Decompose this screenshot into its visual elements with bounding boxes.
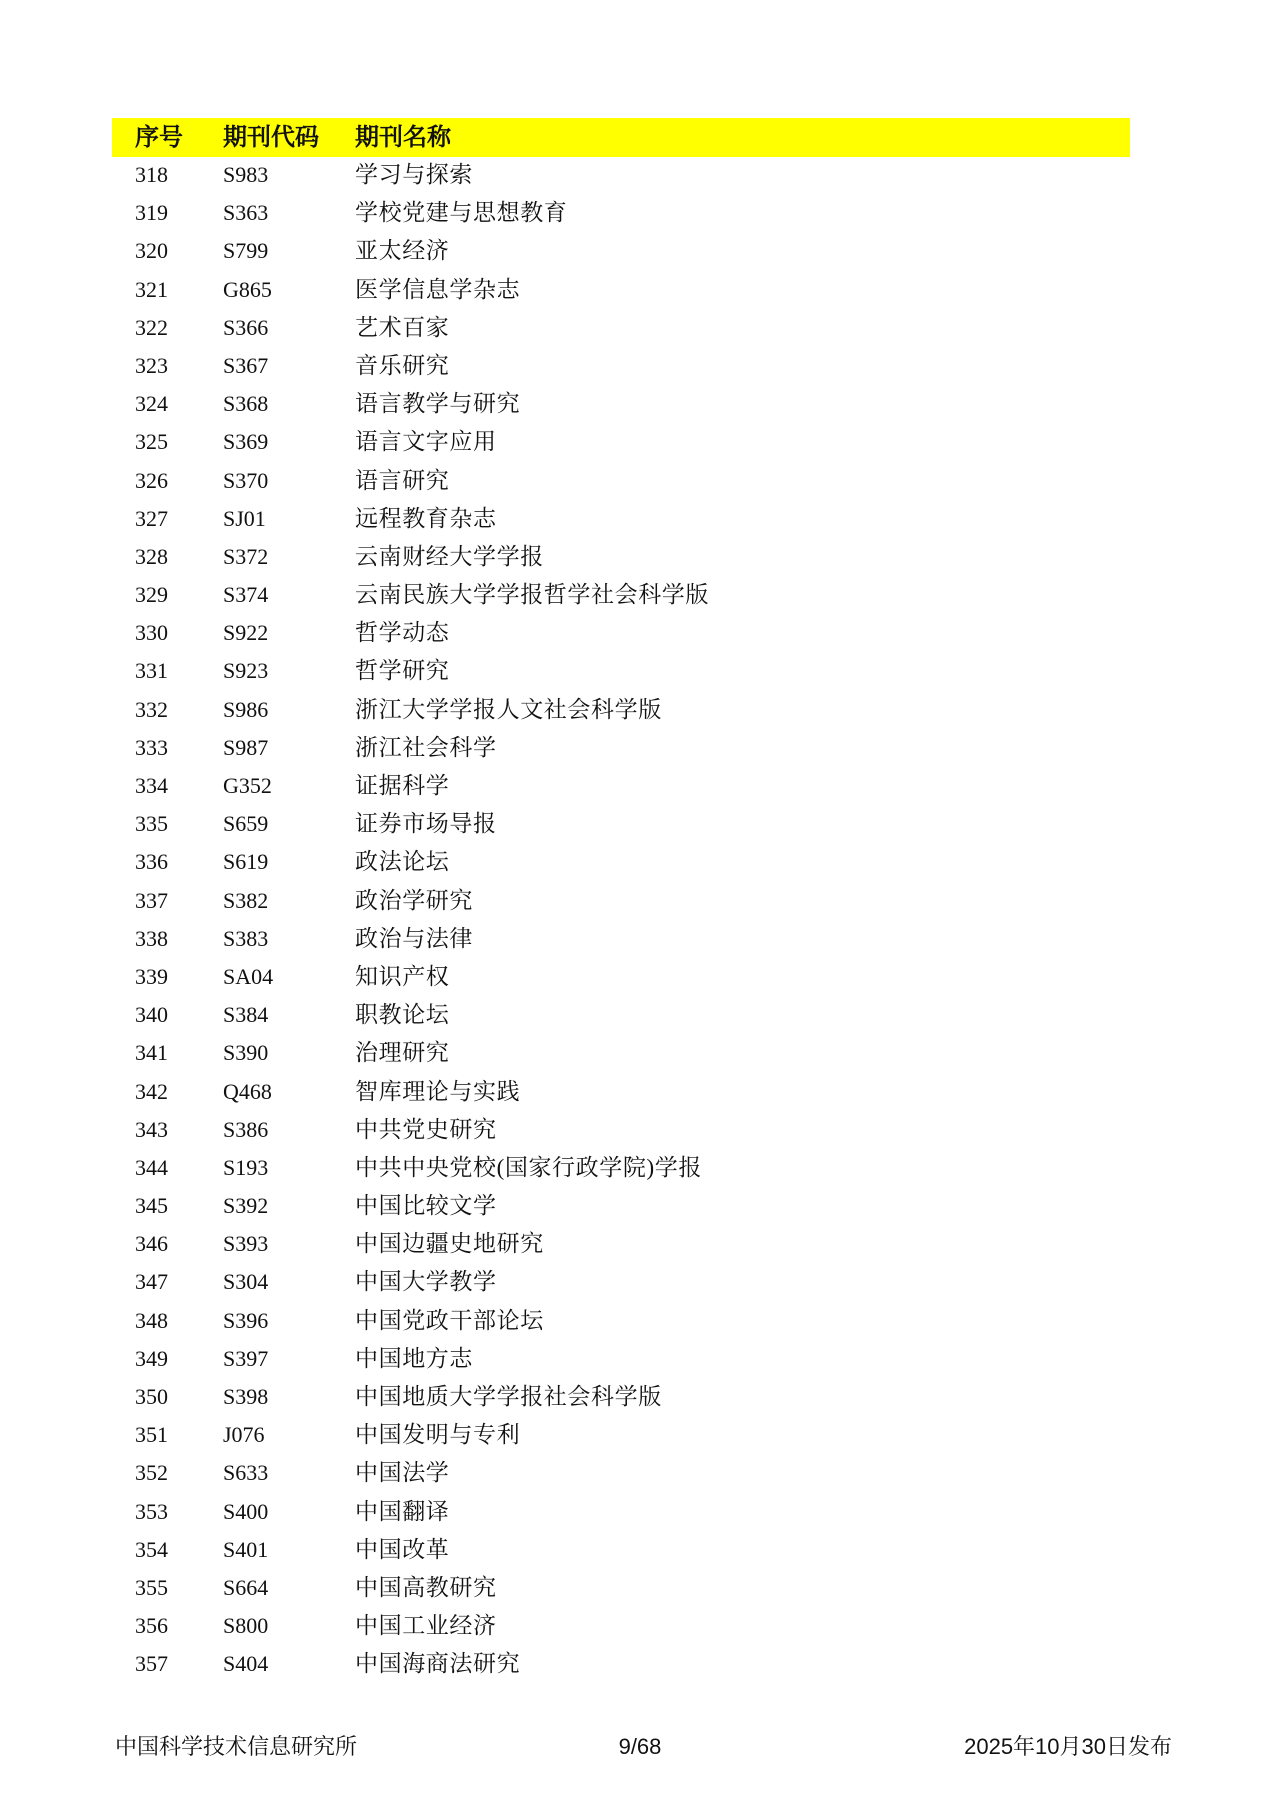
row-journal-name: 音乐研究 (355, 352, 450, 378)
row-journal-code: S367 (223, 352, 269, 378)
row-journal-code: S664 (223, 1574, 269, 1600)
row-journal-name: 远程教育杂志 (355, 505, 497, 531)
row-journal-code: S987 (223, 734, 269, 760)
row-journal-code: S372 (223, 543, 269, 569)
row-journal-code: S400 (223, 1498, 269, 1524)
row-journal-name: 中国海商法研究 (355, 1651, 521, 1677)
row-journal-code: S799 (223, 238, 269, 264)
table-row (0, 691, 1280, 729)
row-journal-name: 中国发明与专利 (355, 1422, 521, 1448)
row-seq: 356 (135, 1613, 168, 1639)
row-journal-code: S398 (223, 1384, 269, 1409)
row-seq: 334 (135, 773, 168, 798)
row-journal-name: 学校党建与思想教育 (355, 200, 568, 226)
row-seq: 330 (135, 620, 168, 646)
table-row (0, 309, 1280, 347)
row-journal-code: S397 (223, 1345, 269, 1371)
row-journal-name: 云南财经大学学报 (355, 543, 544, 569)
table-row (0, 232, 1280, 270)
row-journal-name: 政治与法律 (355, 925, 473, 951)
table-row (0, 1645, 1280, 1683)
row-journal-code: SA04 (223, 963, 274, 989)
page-footer (0, 1733, 1280, 1761)
row-journal-code: S401 (223, 1536, 269, 1562)
footer-publisher: 中国科学技术信息研究所 (115, 1734, 358, 1759)
row-journal-name: 亚太经济 (355, 238, 450, 264)
table-row (0, 1073, 1280, 1111)
row-seq: 343 (135, 1116, 168, 1142)
row-journal-code: S633 (223, 1460, 269, 1486)
row-journal-code: Q468 (223, 1078, 272, 1104)
row-seq: 318 (135, 162, 168, 187)
header-journal-name: 期刊名称 (355, 124, 451, 151)
row-journal-code: G865 (223, 276, 272, 302)
table-row (0, 1378, 1280, 1416)
row-journal-name: 学习与探索 (355, 162, 473, 187)
row-journal-name: 语言文字应用 (355, 429, 497, 455)
table-row (0, 1340, 1280, 1378)
row-journal-name: 浙江大学学报人文社会科学版 (355, 696, 662, 722)
header-seq: 序号 (135, 124, 183, 151)
table-row (0, 1111, 1280, 1149)
table-row (0, 920, 1280, 958)
table-row (0, 156, 1280, 194)
row-journal-name: 中国工业经济 (355, 1613, 497, 1639)
table-row (0, 1302, 1280, 1340)
table-row (0, 729, 1280, 767)
row-journal-code: S390 (223, 1040, 269, 1066)
row-journal-name: 中国高教研究 (355, 1574, 497, 1600)
row-seq: 326 (135, 467, 168, 493)
row-journal-name: 治理研究 (355, 1040, 450, 1066)
row-journal-code: S396 (223, 1307, 269, 1333)
row-seq: 345 (135, 1193, 168, 1219)
row-journal-name: 哲学动态 (355, 620, 450, 646)
row-seq: 325 (135, 429, 168, 455)
row-journal-name: 中国法学 (355, 1460, 450, 1486)
row-seq: 329 (135, 582, 168, 608)
row-journal-name: 证据科学 (355, 773, 450, 798)
table-row (0, 614, 1280, 652)
row-journal-code: S383 (223, 925, 269, 951)
row-seq: 340 (135, 1002, 168, 1028)
row-seq: 322 (135, 314, 168, 340)
row-seq: 354 (135, 1536, 168, 1562)
row-journal-code: S370 (223, 467, 269, 493)
table-row (0, 385, 1280, 423)
row-seq: 349 (135, 1345, 168, 1371)
table-row (0, 1493, 1280, 1531)
row-journal-code: S923 (223, 658, 269, 684)
row-seq: 333 (135, 734, 168, 760)
table-row (0, 1225, 1280, 1263)
row-seq: 327 (135, 505, 168, 531)
table-row (0, 1416, 1280, 1454)
table-row (0, 1263, 1280, 1301)
row-journal-code: SJ01 (223, 505, 266, 531)
row-journal-code: S800 (223, 1613, 269, 1639)
row-journal-code: J076 (223, 1422, 265, 1448)
table-row (0, 652, 1280, 690)
row-seq: 324 (135, 391, 168, 417)
row-journal-name: 医学信息学杂志 (355, 276, 521, 302)
row-journal-name: 中国比较文学 (355, 1193, 497, 1219)
row-journal-code: S374 (223, 582, 269, 608)
row-seq: 344 (135, 1154, 168, 1180)
table-row (0, 996, 1280, 1034)
table-row (0, 1034, 1280, 1072)
row-seq: 332 (135, 696, 168, 722)
row-journal-name: 职教论坛 (355, 1002, 450, 1028)
row-journal-name: 哲学研究 (355, 658, 450, 684)
row-journal-name: 中国大学教学 (355, 1269, 497, 1295)
row-journal-code: S619 (223, 849, 269, 875)
row-journal-code: G352 (223, 773, 272, 798)
row-seq: 331 (135, 658, 168, 684)
row-journal-name: 云南民族大学学报哲学社会科学版 (355, 582, 709, 608)
table-row (0, 194, 1280, 232)
row-journal-name: 智库理论与实践 (355, 1078, 521, 1104)
row-journal-name: 证券市场导报 (355, 811, 497, 837)
table-row (0, 1607, 1280, 1645)
row-journal-code: S368 (223, 391, 269, 417)
row-journal-code: S659 (223, 811, 269, 837)
row-seq: 339 (135, 963, 168, 989)
footer-publish-date: 2025年10月30日发布 (964, 1734, 1172, 1759)
row-journal-code: S404 (223, 1651, 269, 1677)
row-journal-code: S386 (223, 1116, 269, 1142)
row-journal-name: 中国改革 (355, 1536, 450, 1562)
row-journal-name: 中国地质大学学报社会科学版 (355, 1384, 662, 1409)
row-journal-name: 中国党政干部论坛 (355, 1307, 544, 1333)
row-journal-code: S986 (223, 696, 269, 722)
row-journal-name: 中国地方志 (355, 1345, 473, 1371)
row-seq: 355 (135, 1574, 168, 1600)
row-seq: 337 (135, 887, 168, 913)
row-seq: 357 (135, 1651, 168, 1677)
row-journal-name: 知识产权 (355, 963, 450, 989)
row-journal-code: S193 (223, 1154, 269, 1180)
table-header-row (112, 118, 1130, 157)
row-seq: 341 (135, 1040, 168, 1066)
table-row (0, 538, 1280, 576)
table-row (0, 882, 1280, 920)
row-journal-name: 中共党史研究 (355, 1116, 497, 1142)
table-row (0, 500, 1280, 538)
footer-page-number: 9/68 (618, 1734, 662, 1759)
row-seq: 320 (135, 238, 168, 264)
row-journal-code: S363 (223, 200, 269, 226)
table-row (0, 1187, 1280, 1225)
row-journal-name: 艺术百家 (355, 314, 450, 340)
row-seq: 352 (135, 1460, 168, 1486)
table-row (0, 958, 1280, 996)
journal-table-body (0, 156, 1280, 1684)
row-seq: 319 (135, 200, 168, 226)
row-seq: 338 (135, 925, 168, 951)
row-seq: 347 (135, 1269, 168, 1295)
row-journal-code: S983 (223, 162, 269, 187)
table-row (0, 767, 1280, 805)
row-journal-name: 中国边疆史地研究 (355, 1231, 544, 1257)
row-journal-code: S393 (223, 1231, 269, 1257)
row-seq: 348 (135, 1307, 168, 1333)
row-seq: 350 (135, 1384, 168, 1409)
row-seq: 346 (135, 1231, 168, 1257)
table-row (0, 423, 1280, 461)
row-journal-code: S369 (223, 429, 269, 455)
row-journal-name: 浙江社会科学 (355, 734, 497, 760)
row-journal-name: 政治学研究 (355, 887, 473, 913)
row-journal-name: 语言教学与研究 (355, 391, 521, 417)
table-row (0, 843, 1280, 881)
row-journal-code: S366 (223, 314, 269, 340)
table-row (0, 1569, 1280, 1607)
row-seq: 351 (135, 1422, 168, 1448)
table-row (0, 347, 1280, 385)
header-journal-code: 期刊代码 (223, 124, 319, 151)
row-journal-name: 中国翻译 (355, 1498, 450, 1524)
row-journal-code: S382 (223, 887, 269, 913)
row-journal-name: 语言研究 (355, 467, 450, 493)
row-seq: 323 (135, 352, 168, 378)
table-row (0, 576, 1280, 614)
row-seq: 328 (135, 543, 168, 569)
table-row (0, 805, 1280, 843)
table-row (0, 462, 1280, 500)
row-seq: 342 (135, 1078, 168, 1104)
row-journal-name: 中共中央党校(国家行政学院)学报 (355, 1154, 702, 1180)
table-row (0, 1149, 1280, 1187)
row-journal-code: S392 (223, 1193, 269, 1219)
row-seq: 353 (135, 1498, 168, 1524)
row-journal-code: S384 (223, 1002, 269, 1028)
table-row (0, 271, 1280, 309)
row-seq: 321 (135, 276, 168, 302)
row-seq: 335 (135, 811, 168, 837)
table-row (0, 1531, 1280, 1569)
row-journal-code: S304 (223, 1269, 269, 1295)
table-row (0, 1454, 1280, 1492)
row-seq: 336 (135, 849, 168, 875)
row-journal-code: S922 (223, 620, 269, 646)
row-journal-name: 政法论坛 (355, 849, 450, 875)
